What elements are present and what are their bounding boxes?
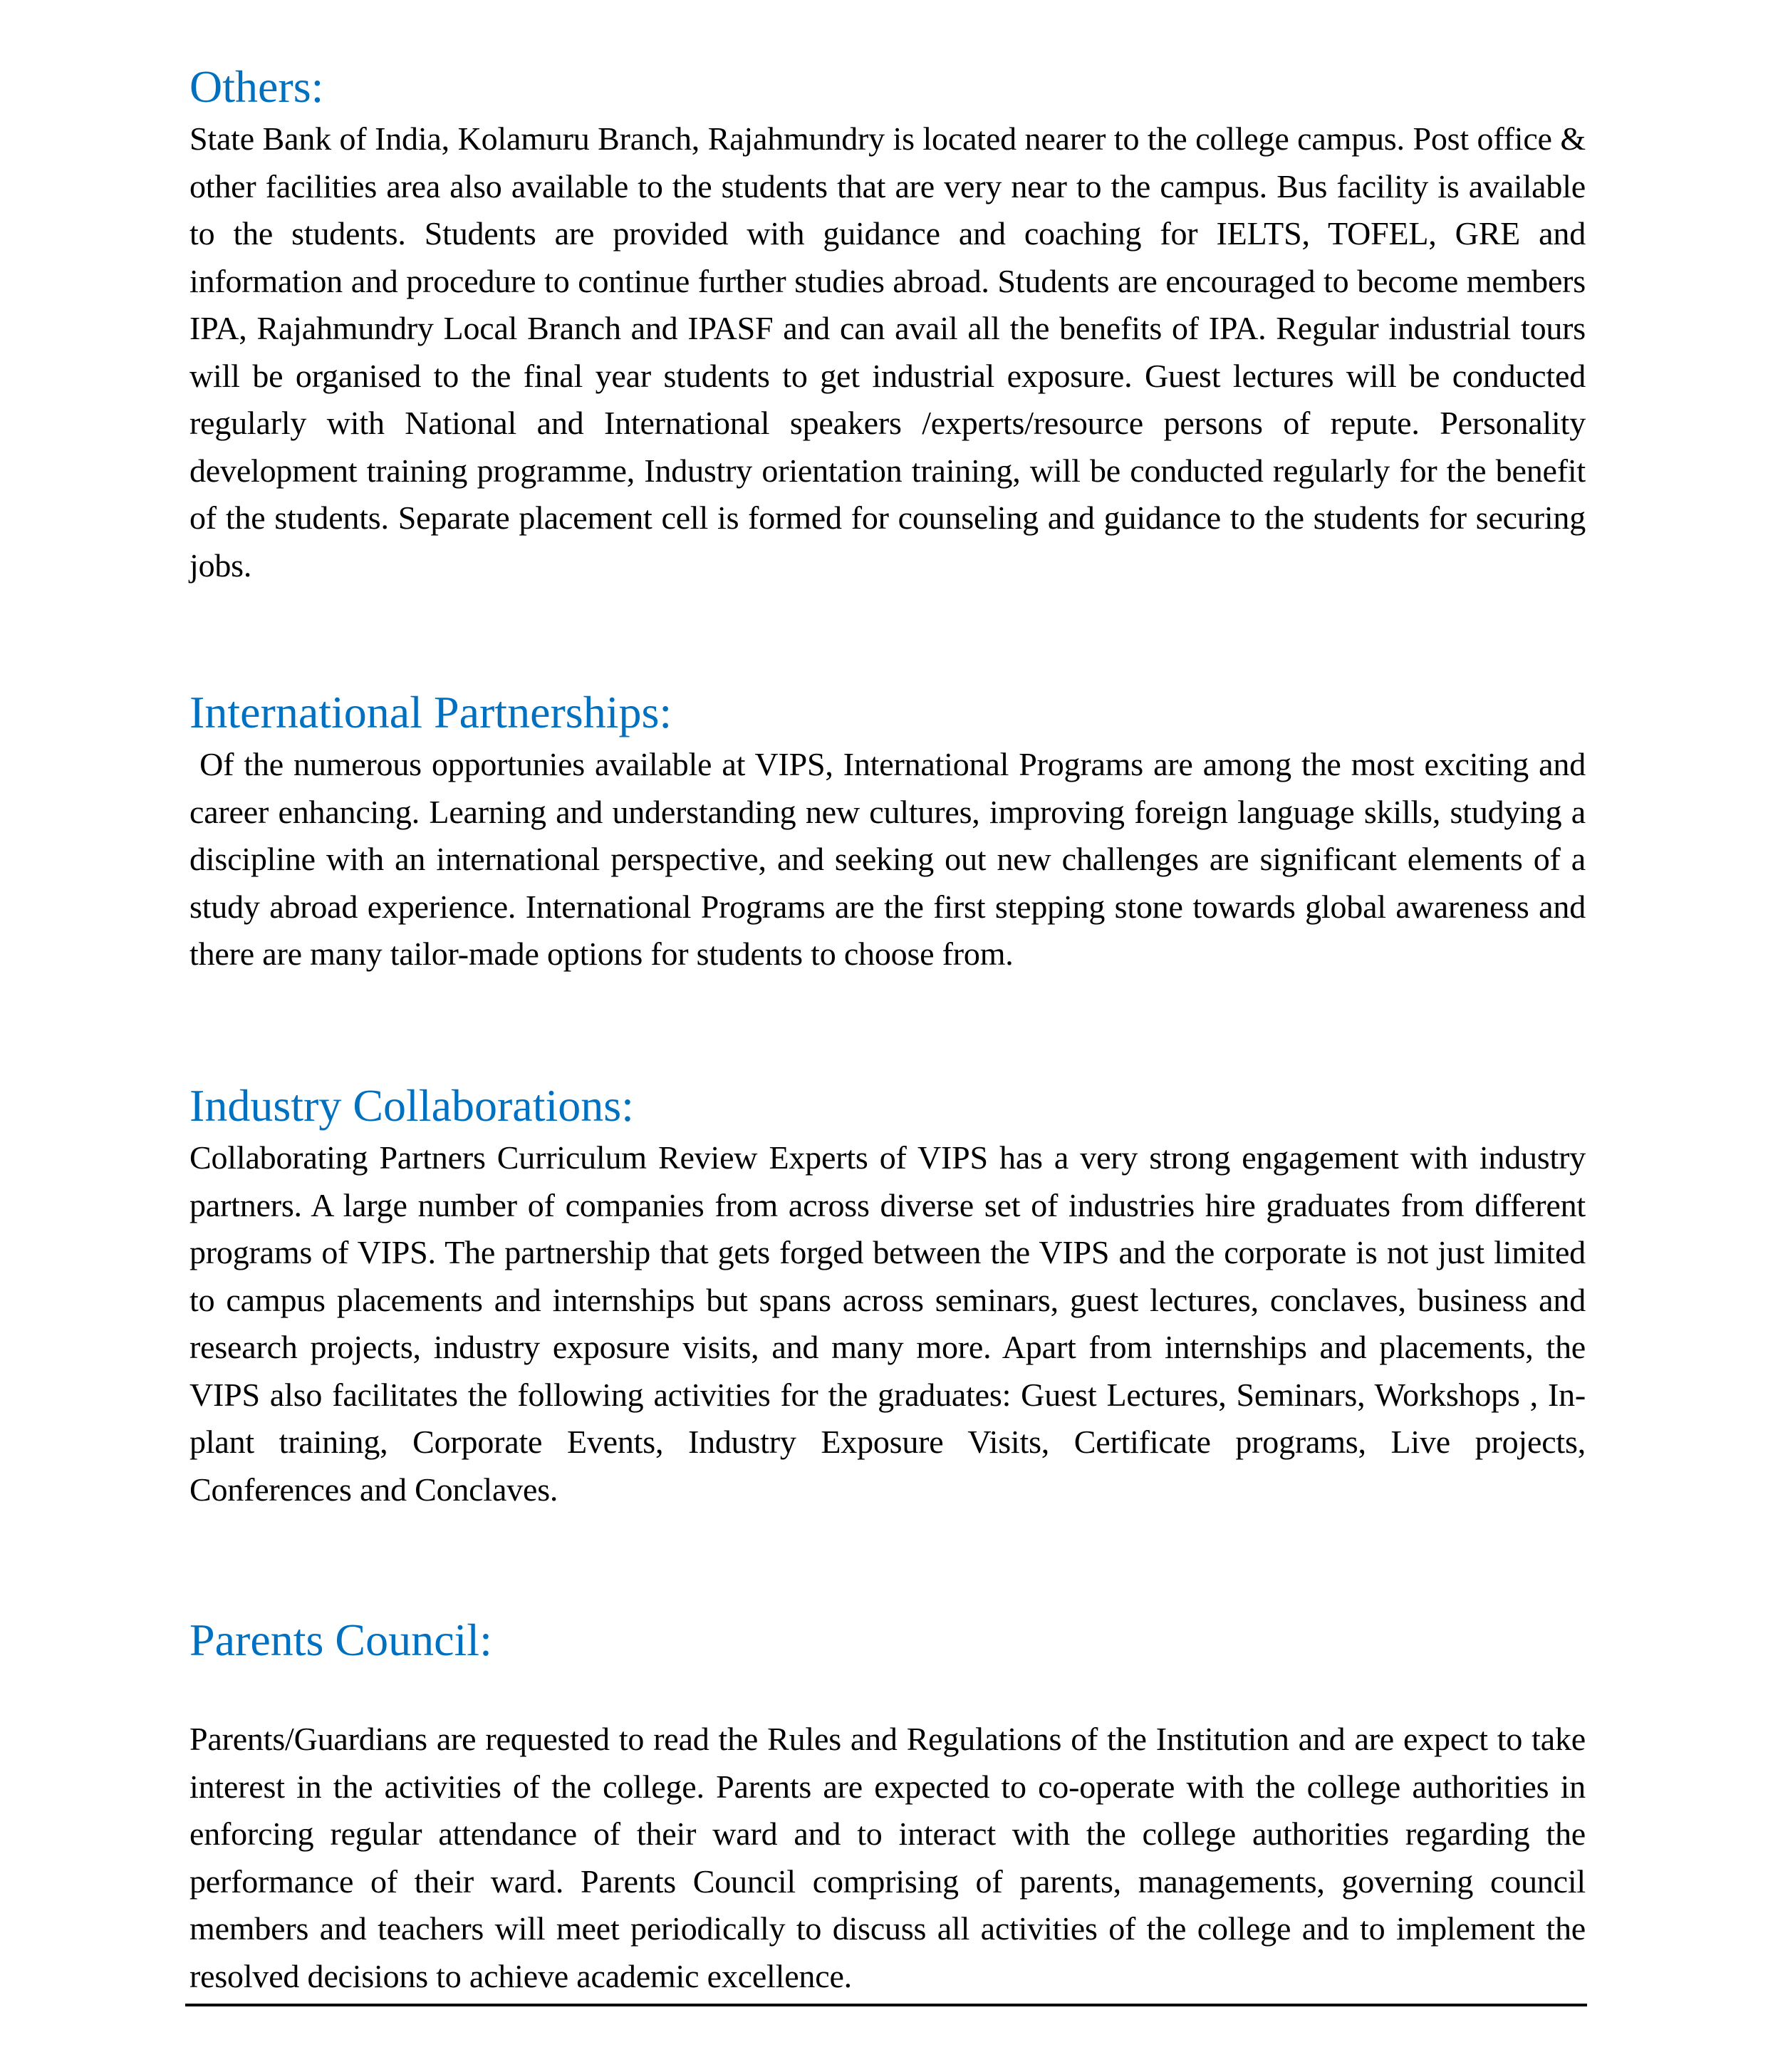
- footer-divider: [185, 2004, 1587, 2006]
- section-heading-others: Others:: [189, 61, 324, 112]
- section-body-industry-collaborations: Collaborating Partners Curriculum Review Experts of VIPS has a very strong engagement with industry partners. A large number of companies from across diverse set of industries hire graduates from different programs of VIPS. The partnership that gets forged between the VIPS and the corporate is not just limited to campus placements and internships but spans across seminars, guest lectures, conclaves, business and research projects, industry exposure visits, and many more. Apart from internships and placements, the VIPS also facilitates the following activities for the graduates: Guest Lectures, Seminars, Workshops , In-plant training, Corporate Events, Industry Exposure Visits, Certificate programs, Live projects, Conferences and Conclaves.: [189, 1139, 1586, 1508]
- section-heading-parents-council: Parents Council:: [189, 1615, 492, 1665]
- section-parents-council: [189, 1612, 1586, 2000]
- section-industry-collaborations: [189, 1077, 1586, 1513]
- section-heading-industry-collaborations: Industry Collaborations:: [189, 1080, 634, 1131]
- section-others: [189, 58, 1586, 589]
- section-body-parents-council: Parents/Guardians are requested to read the Rules and Regulations of the Institution and are expect to take interest in the activities of the college. Parents are expected to co-operate with the college authorities in enforcing regular attendance of their ward and to interact with the college authorities regarding the performance of their ward. Parents Council comprising of parents, managements, governing council members and teachers will meet periodically to discuss all activities of the college and to implement the resolved decisions to achieve academic excellence.: [189, 1721, 1586, 1994]
- section-heading-international-partnerships: International Partnerships:: [189, 687, 672, 737]
- section-international-partnerships: [189, 684, 1586, 978]
- section-body-others: State Bank of India, Kolamuru Branch, Rajahmundry is located nearer to the college campus. Post office & other facilities area also available to the students that are very near to the campus. Bus facility is available to the students. Students are provided with guidance and coaching for IELTS, TOFEL, GRE and information and procedure to continue further studies abroad. Students are encouraged to become members IPA, Rajahmundry Local Branch and IPASF and can avail all the benefits of IPA. Regular industrial tours will be organised to the final year students to get industrial exposure. Guest lectures will be conducted regularly with National and International speakers /experts/resource persons of repute. Personality development training programme, Industry orientation training, will be conducted regularly for the benefit of the students. Separate placement cell is formed for counseling and guidance to the students for securing jobs.: [189, 120, 1586, 584]
- section-body-international-partnerships: Of the numerous opportunies available at VIPS, International Programs are among the most exciting and career enhancing. Learning and understanding new cultures, improving foreign language skills, studying a discipline with an international perspective, and seeking out new challenges are significant elements of a study abroad experience. International Programs are the first stepping stone towards global awareness and there are many tailor-made options for students to choose from.: [189, 746, 1586, 972]
